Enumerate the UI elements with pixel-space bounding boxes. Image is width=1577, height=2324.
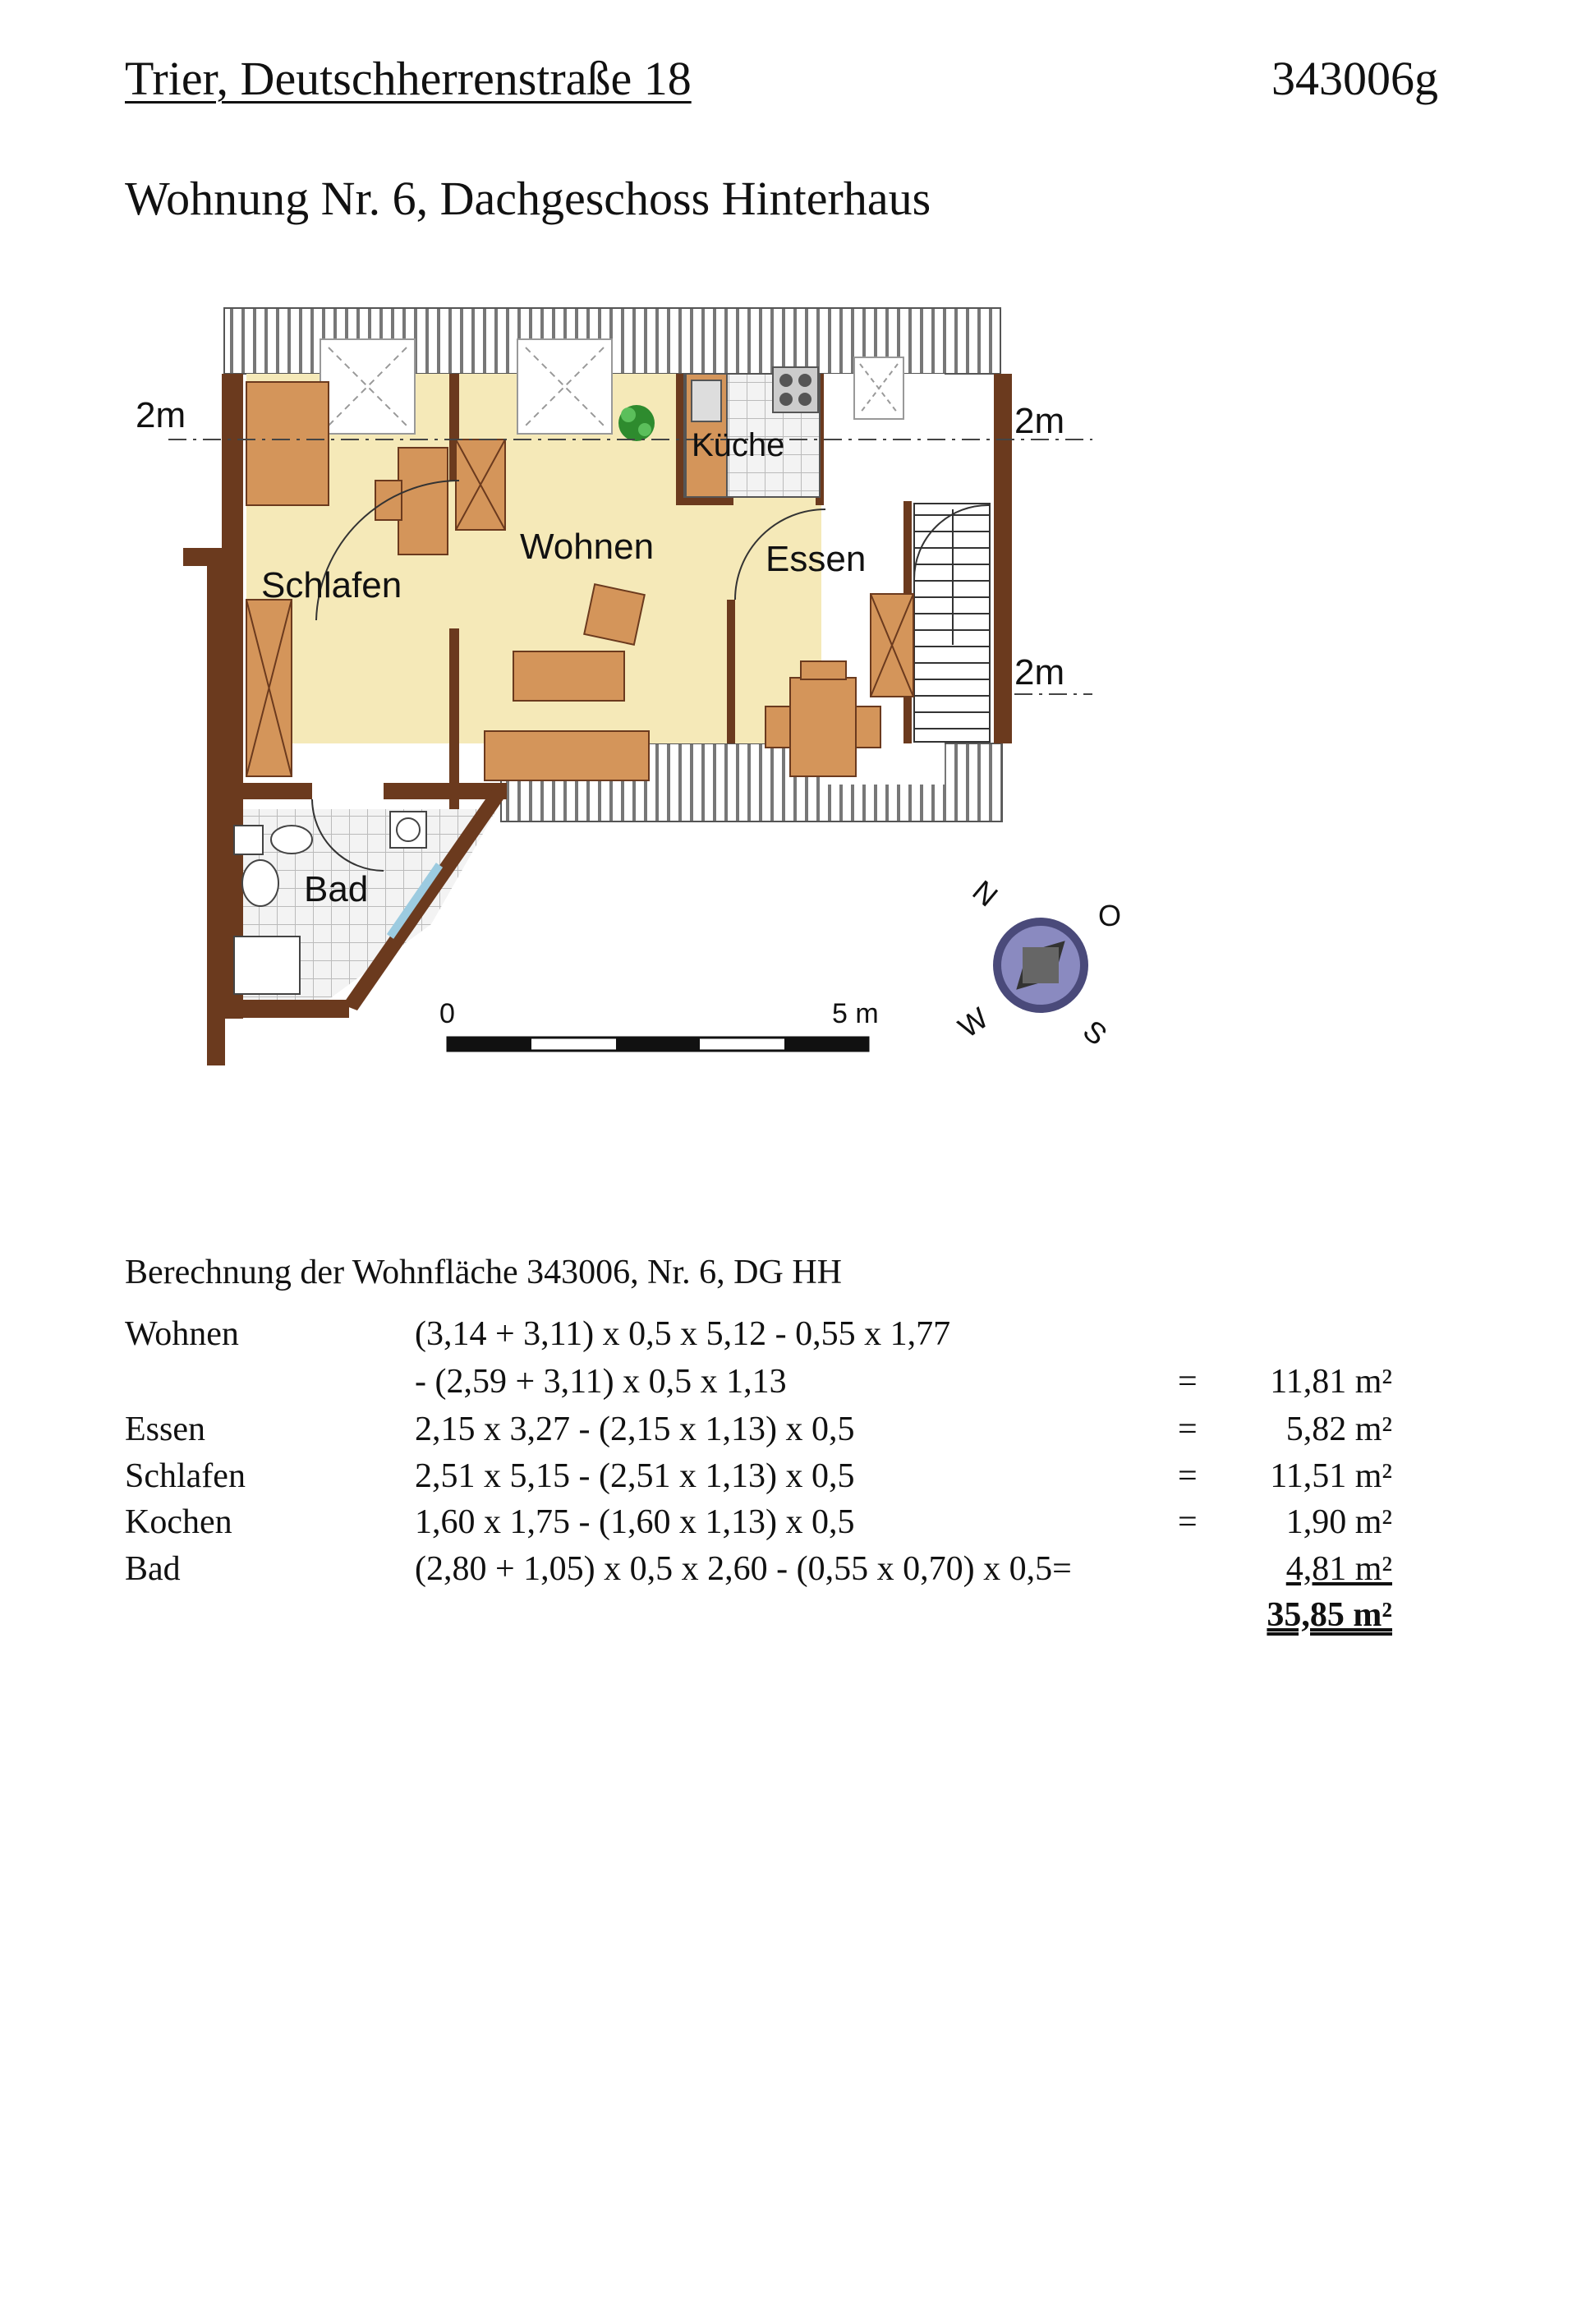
calc-row-result: 4,81 m² [1285,1550,1392,1588]
calc-total: 35,85 m² [1267,1596,1392,1634]
calc-row-label: Wohnen [125,1315,239,1353]
calc-row-label: Essen [125,1411,205,1448]
calc-row-label: Bad [125,1550,181,1588]
calc-row-result: 5,82 m² [1285,1411,1392,1448]
plant-icon [618,405,655,441]
calculation-title: Berechnung der Wohnfläche 343006, Nr. 6, DG HH [125,1254,842,1291]
scale-bar [448,1038,868,1051]
calc-row-result: 11,51 m² [1270,1457,1392,1495]
wall-left-stub [207,548,225,1065]
compass-icon [993,918,1088,1013]
calc-row-formula: (2,80 + 1,05) x 0,5 x 2,60 - (0,55 x 0,70) x 0,5= [415,1550,1072,1588]
compass-o: O [1098,899,1122,932]
calc-row-formula: - (2,59 + 3,11) x 0,5 x 1,13 [415,1363,787,1401]
wall-bad-top [226,783,312,799]
wall-right-outer [994,374,1012,743]
wall-schlafen-lower [449,628,459,809]
height-mark-right-bottom: 2m [1014,652,1065,693]
calc-row-result: 11,81 m² [1270,1363,1392,1401]
calc-row-eq: = [1178,1411,1198,1448]
compass-n: N [966,873,1005,913]
room-label-essen: Essen [766,539,867,579]
calc-row-eq: = [1178,1457,1198,1495]
height-mark-right-top: 2m [1014,401,1065,441]
calc-row-eq: = [1178,1363,1198,1401]
height-mark-left: 2m [136,395,186,435]
room-label-wohnen: Wohnen [520,527,655,567]
scale-end-label: 5 m [832,998,879,1029]
wall-kueche-left [676,374,684,501]
calc-row-formula: 1,60 x 1,75 - (1,60 x 1,13) x 0,5 [415,1503,855,1541]
scale-start-label: 0 [439,998,455,1029]
calc-row-label: Kochen [125,1503,232,1541]
calc-row-formula: 2,51 x 5,15 - (2,51 x 1,13) x 0,5 [415,1457,855,1495]
floor-plan [136,292,1138,1072]
wall-essen-left [727,600,735,743]
room-label-kueche: Küche [692,427,785,463]
calc-row-formula: 2,15 x 3,27 - (2,15 x 1,13) x 0,5 [415,1411,855,1448]
page-subtitle: Wohnung Nr. 6, Dachgeschoss Hinterhaus [125,172,931,225]
calc-row-result: 1,90 m² [1285,1503,1392,1541]
compass-s: S [1077,1013,1114,1052]
header-address: Trier, Deutschherrenstraße 18 [125,52,692,105]
room-label-schlafen: Schlafen [261,565,402,605]
calc-row-label: Schlafen [125,1457,246,1495]
wall-bad-bottom [226,1000,349,1018]
calc-row-formula: (3,14 + 3,11) x 0,5 x 5,12 - 0,55 x 1,77 [415,1315,951,1353]
compass-w: W [952,1001,995,1045]
header-object-id: 343006g [1271,52,1438,105]
room-label-bad: Bad [304,869,369,909]
calc-row-eq: = [1178,1503,1198,1541]
